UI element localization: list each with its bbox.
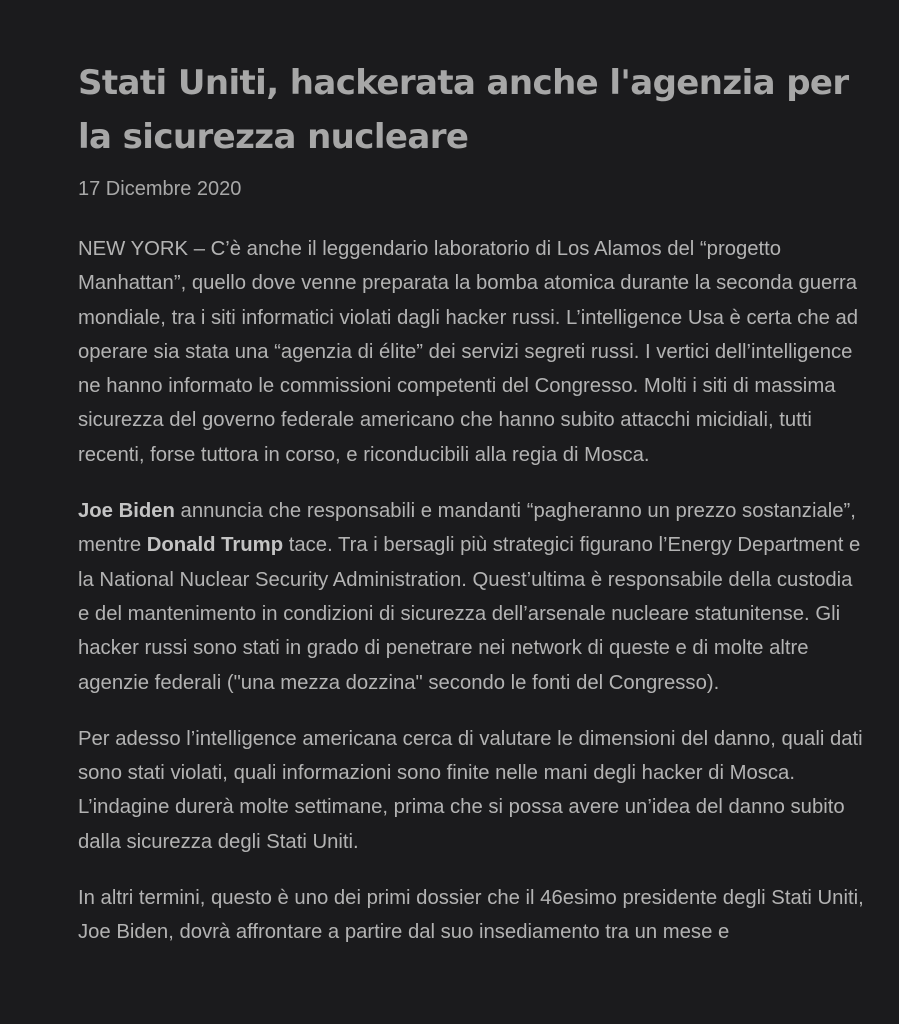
paragraph-3: Per adesso l’intelligence americana cerca di valutare le dimensioni del danno, quali dati sono stati violati, quali informazioni sono finite nelle mani degli hacker di Mosca. L’indagine durerà molte settimane, prima che si possa avere un’idea del danno subito dalla sicurezza degli Stati Uniti.	[78, 727, 863, 853]
paragraph-1: NEW YORK – C’è anche il leggendario laboratorio di Los Alamos del “progetto Manhattan”, quello dove venne preparata la bomba atomica durante la seconda guerra mondiale, tra i siti informatici violati dagli hacker russi. L’intelligence Usa è certa che ad operare sia stata una “agenzia di élite” dei servizi segreti russi. I vertici dell’intelligence ne hanno informato le commissioni competenti del Congresso. Molti i siti di massima sicurezza del governo federale americano che hanno subito attacchi micidiali, tutti recenti, forse tuttora in corso, e riconducibili alla regia di Mosca.	[78, 238, 859, 466]
person-name-trump: Donald Trump	[146, 534, 284, 557]
article	[78, 56, 868, 972]
article-date: 17 Dicembre 2020	[78, 178, 242, 200]
article-title: Stati Uniti, hackerata anche l'agenzia per la sicurezza nucleare	[78, 63, 849, 157]
paragraph-2-text-b: tace. Tra i bersagli più strategici figurano l’Energy Department e la National Nuclear Security Administration. Quest’ultima è responsabile della custodia e del mantenimento in condizioni di sicurezza dell’arsenale nucleare statunitense. Gli hacker russi sono stati in grado di penetrare nei network di queste e di molte altre agenzie federali ("una mezza dozzina" secondo le fonti del Congresso).	[78, 534, 861, 694]
article-body	[78, 232, 868, 950]
paragraph-4: In altri termini, questo è uno dei primi dossier che il 46esimo presidente degli Stati Uniti, Joe Biden, dovrà affrontare a partire dal suo insediamento tra un mese e	[78, 887, 864, 944]
person-name-biden: Joe Biden	[78, 500, 175, 523]
paragraph-2	[78, 494, 868, 700]
paragraph-2-text-a: annuncia che responsabili e mandanti “pagheranno un prezzo sostanziale”, mentre	[78, 500, 856, 557]
